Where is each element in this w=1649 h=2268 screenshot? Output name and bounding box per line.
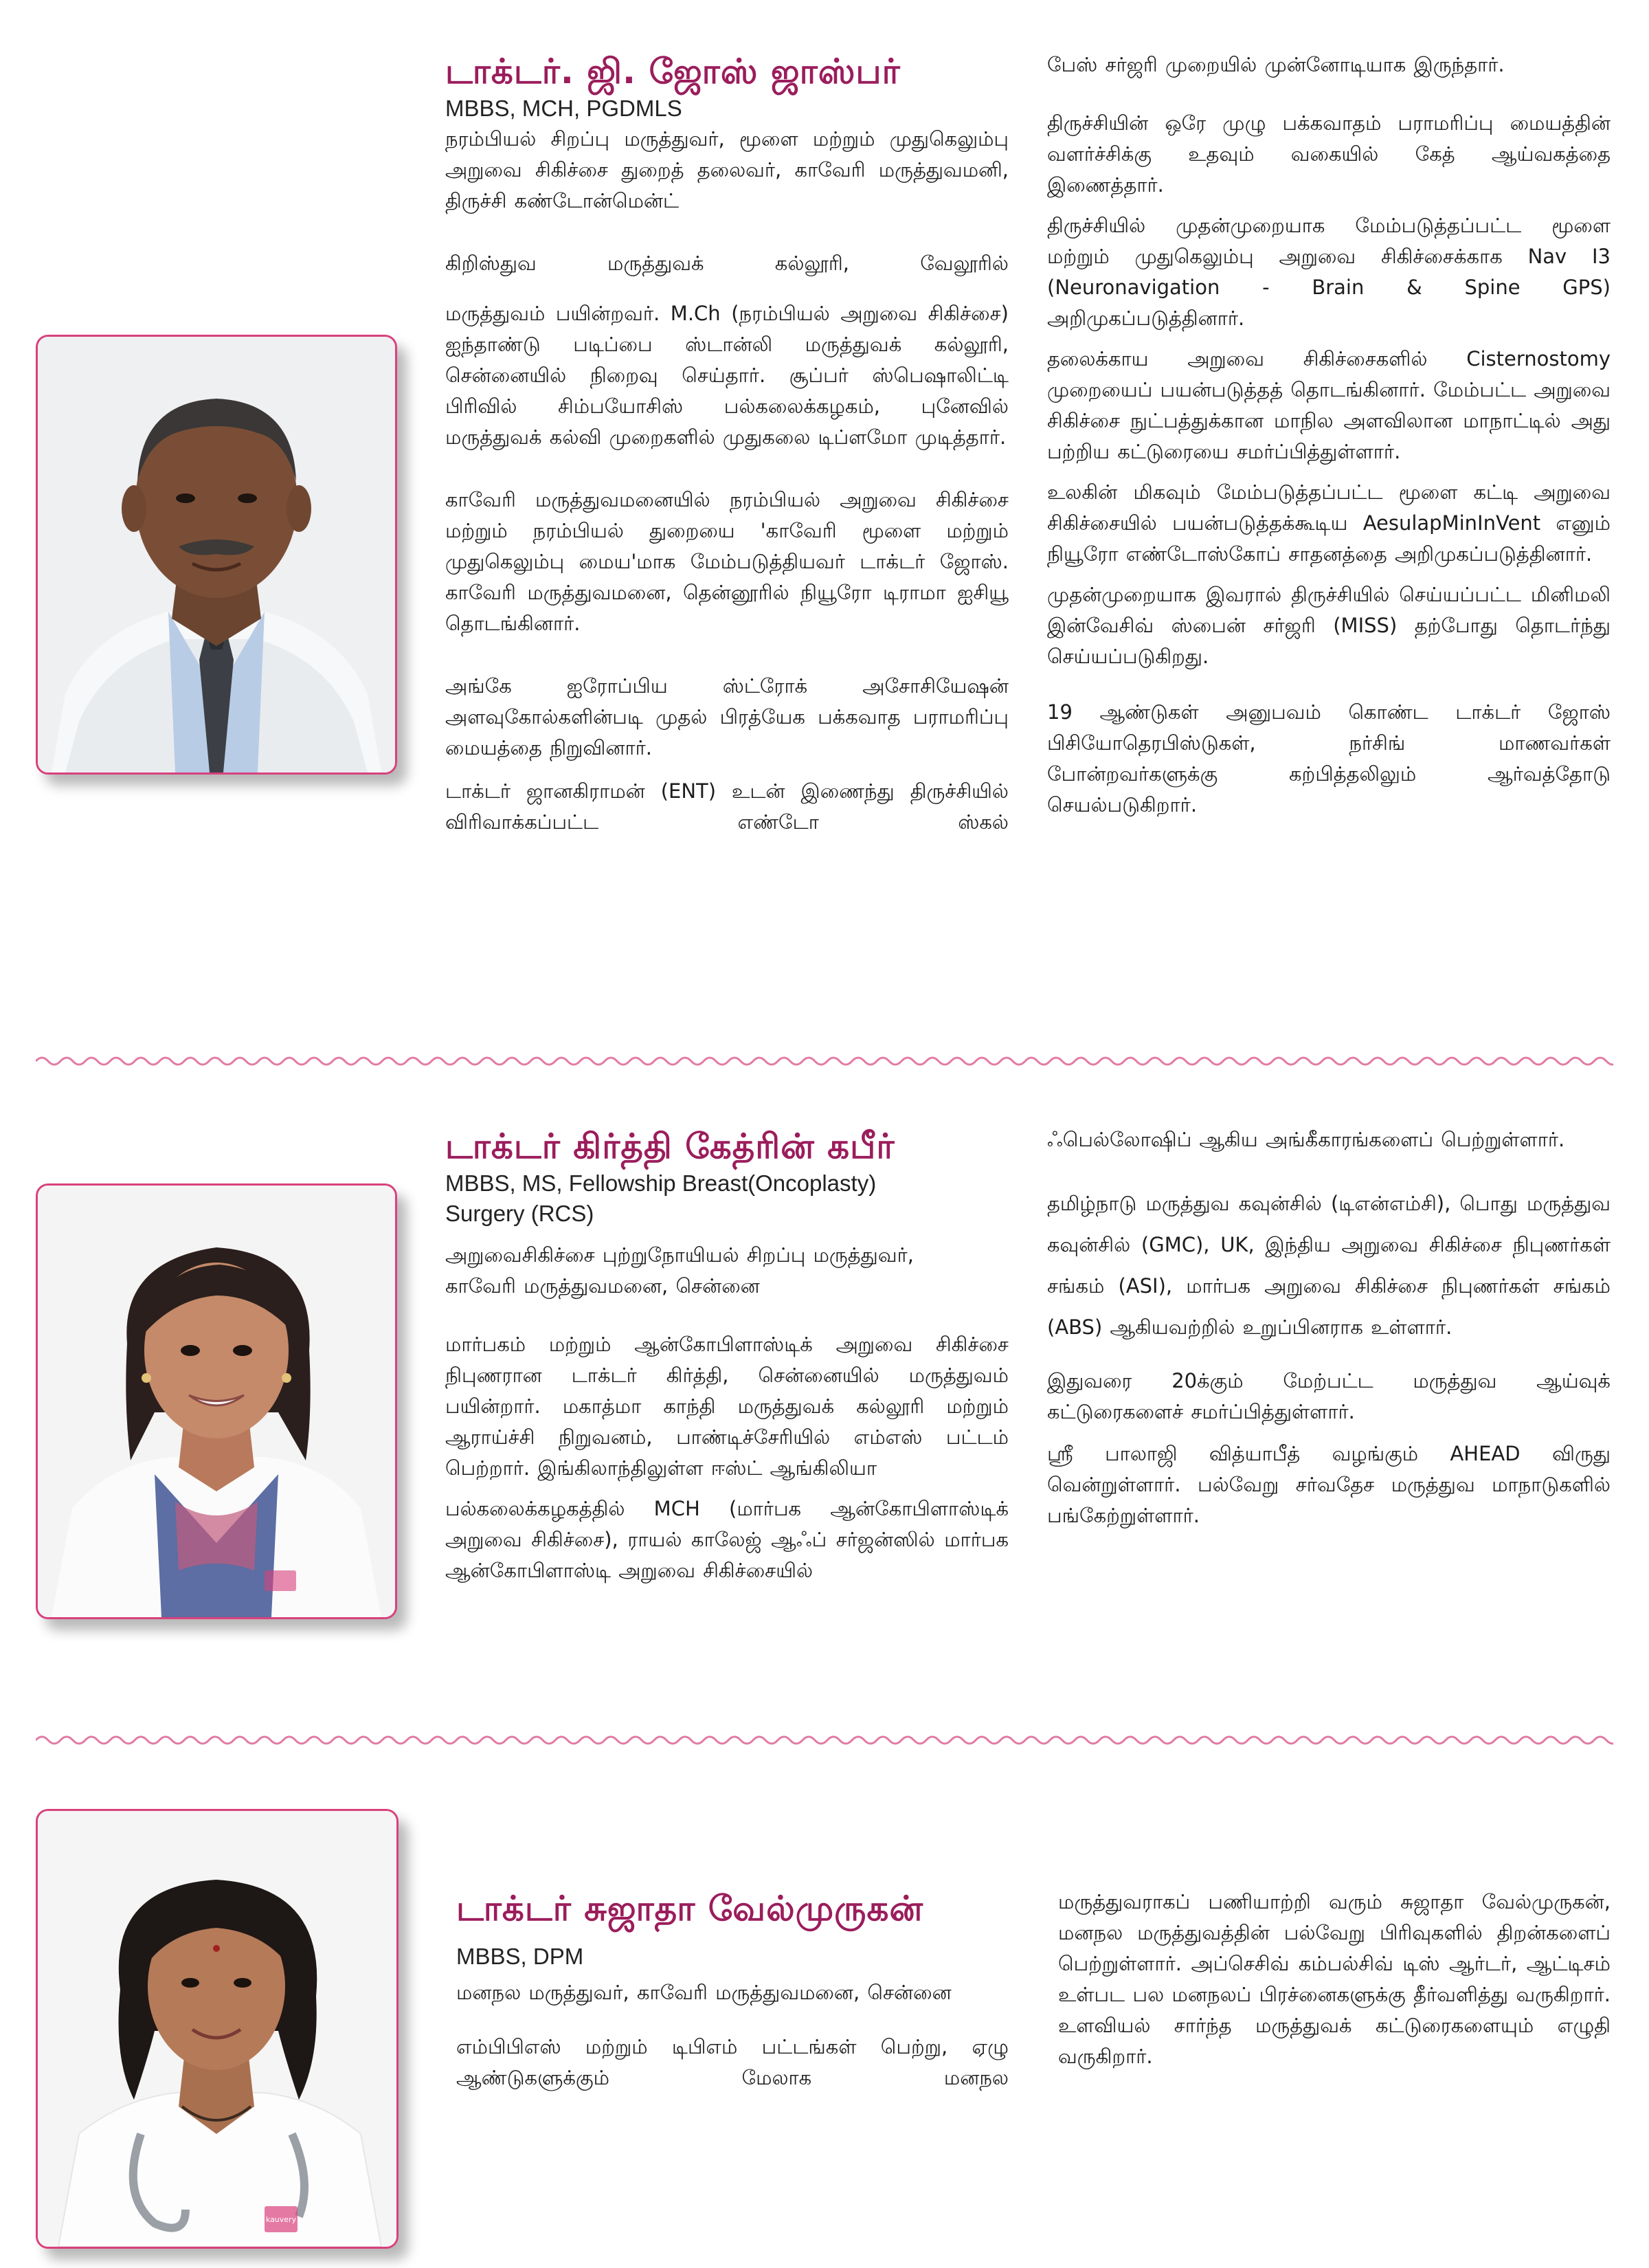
bio-paragraph: எம்பிபிஎஸ் மற்றும் டிபிஎம் பட்டங்கள் பெற்று, ஏழு ஆண்டுகளுக்கும் மேலாக மனநல (456, 2035, 1009, 2089)
bio-paragraph: தமிழ்நாடு மருத்துவ கவுன்சில் (டிஎன்எம்சி), பொது மருத்துவ கவுன்சில் (GMC), UK, இந்திய அறுவை சிகிச்சை நிபுணர்கள் சங்கம் (ASI), மார்பக அறுவை சிகிச்சை நிபுணர்கள் சங்கம் (ABS) ஆகியவற்றில் உறுப்பினராக உள்ளார். (1047, 1192, 1611, 1339)
doctor-photo-sujatha-velmurugan (36, 1809, 399, 2249)
bio-paragraph: காவேரி மருத்துவமனையில் நரம்பியல் அறுவை சிகிச்சை மற்றும் நரம்பியல் துறையை 'காவேரி மூளை மற்றும் முதுகெலும்பு மைய'மாக மேம்படுத்தியவர் டாக்டர் ஜோஸ். காவேரி மருத்துவமனை, தென்னூரில் நியூரோ டிராமா ஐசியூ தொடங்கினார். (445, 488, 1009, 635)
bio-paragraph: பேஸ் சர்ஜரி முறையில் முன்னோடியாக இருந்தார். (1047, 53, 1505, 76)
doctor-qualifications: MBBS, DPM (456, 1944, 584, 1969)
bio-paragraph: மார்பகம் மற்றும் ஆன்கோபிளாஸ்டிக் அறுவை சிகிச்சை நிபுணரான டாக்டர் கிர்த்தி, சென்னையில் மருத்துவம் பயின்றார். மகாத்மா காந்தி மருத்துவக் கல்லூரி மற்றும் ஆராய்ச்சி நிறுவனம், பாண்டிச்சேரியில் எம்எஸ் பட்டம் பெற்றார். இங்கிலாந்திலுள்ள ஈஸ்ட் ஆங்கிலியா (445, 1333, 1009, 1480)
badge-text: kauvery (265, 2215, 297, 2224)
doctor-name: டாக்டர் கிர்த்தி கேத்ரின் கபீர் (445, 1126, 895, 1166)
bio-paragraph: பல்கலைக்கழகத்தில் MCH (மார்பக ஆன்கோபிளாஸ்டிக் அறுவை சிகிச்சை), ராயல் காலேஜ் ஆஃப் சர்ஜன்ஸில் மார்பக ஆன்கோபிளாஸ்டி அறுவை சிகிச்சையில் (445, 1497, 1009, 1582)
doctor-3-left-column (456, 1887, 1009, 2113)
bio-paragraph: 19 ஆண்டுகள் அனுபவம் கொண்ட டாக்டர் ஜோஸ் பிசியோதெரபிஸ்டுகள், நர்சிங் மாணவர்கள் போன்றவர்களுக்கு கற்பித்தலிலும் ஆர்வத்தோடு செயல்படுகிறார். (1047, 700, 1611, 816)
bio-paragraph: உலகின் மிகவும் மேம்படுத்தப்பட்ட மூளை கட்டி அறுவை சிகிச்சையில் பயன்படுத்தக்கூடிய AesulapMinInVent எனும் நியூரோ எண்டோஸ்கோப் சாதனத்தை அறிமுகப்படுத்தினார். (1047, 480, 1611, 566)
doctor-3-right-column (1058, 1887, 1611, 2091)
portrait-woman-icon (38, 1186, 395, 1617)
doctor-designation: நரம்பியல் சிறப்பு மருத்துவர், மூளை மற்றும் முதுகெலும்பு அறுவை சிகிச்சை துறைத் தலைவர், காவேரி மருத்துவமனி, திருச்சி கண்டோன்மென்ட் (445, 127, 1009, 212)
bio-paragraph: டாக்டர் ஜானகிராமன் (ENT) உடன் இணைந்து திருச்சியில் விரிவாக்கப்பட்ட எண்டோ ஸ்கல் (445, 779, 1009, 834)
doctor-designation: மனநல மருத்துவர், காவேரி மருத்துவமனை, சென்னை (456, 1981, 952, 2004)
doctor-2-right-column (1047, 1124, 1611, 1550)
doctor-2-left-column (445, 1124, 1009, 1605)
doctor-photo-kirthi-kabeer (36, 1183, 397, 1619)
portrait-woman-icon (38, 1811, 396, 2247)
bio-paragraph: ஃபெல்லோஷிப் ஆகிய அங்கீகாரங்களைப் பெற்றுள்ளார். (1047, 1128, 1565, 1151)
bio-paragraph: தலைக்காய அறுவை சிகிச்சைகளில் Cisternostomy முறையைப் பயன்படுத்தத் தொடங்கினார். மேம்பட்ட அறுவை சிகிச்சை நுட்பத்துக்கான மாநில அளவிலான மாநாட்டில் அது பற்றிய கட்டுரையை சமர்ப்பித்துள்ளார். (1047, 347, 1611, 463)
doctor-qualifications: MBBS, MS, Fellowship Breast(Oncoplasty) Surgery (RCS) (445, 1170, 877, 1226)
section-divider (36, 1732, 1613, 1748)
doctor-1-right-column (1047, 49, 1611, 840)
bio-paragraph: மருத்துவம் பயின்றவர். M.Ch (நரம்பியல் அறுவை சிகிச்சை) ஐந்தாண்டு படிப்பை ஸ்டான்லி மருத்துவக் கல்லூரி, சென்னையில் நிறைவு செய்தார். சூப்பர் ஸ்பெஷாலிட்டி பிரிவில் சிம்பயோசிஸ் பல்கலைக்கழகம், புனேவில் மருத்துவக் கல்வி முறைகளில் முதுகலை டிப்ளமோ முடித்தார். (445, 302, 1009, 449)
bio-paragraph: இதுவரை 20க்கும் மேற்பட்ட மருத்துவ ஆய்வுக் கட்டுரைகளைச் சமர்ப்பித்துள்ளார். (1047, 1369, 1611, 1423)
doctor-qualifications: MBBS, MCH, PGDMLS (445, 96, 682, 121)
doctor-1-left-column (445, 49, 1009, 857)
bio-paragraph: திருச்சியில் முதன்முறையாக மேம்படுத்தப்பட்ட மூளை மற்றும் முதுகெலும்பு அறுவை சிகிச்சைக்காக Nav I3 (Neuronavigation - Brain & Spine GPS) அறிமுகப்படுத்தினார். (1047, 214, 1611, 330)
bio-paragraph: அங்கே ஐரோப்பிய ஸ்ட்ரோக் அசோசியேஷன் அளவுகோல்களின்படி முதல் பிரத்யேக பக்கவாத பராமரிப்பு மையத்தை நிறுவினார். (445, 674, 1009, 759)
bio-paragraph: முதன்முறையாக இவரால் திருச்சியில் செய்யப்பட்ட மினிமலி இன்வேசிவ் ஸ்பைன் சர்ஜரி (MISS) தற்போது தொடர்ந்து செய்யப்படுகிறது. (1047, 583, 1611, 668)
doctor-designation: அறுவைசிகிச்சை புற்றுநோயியல் சிறப்பு மருத்துவர், காவேரி மருத்துவமனை, சென்னை (445, 1243, 914, 1298)
section-divider (36, 1053, 1613, 1069)
bio-paragraph: திருச்சியின் ஒரே முழு பக்கவாதம் பராமரிப்பு மையத்தின் வளர்ச்சிக்கு உதவும் வகையில் கேத் ஆய்வகத்தை இணைத்தார். (1047, 111, 1611, 197)
doctor-name: டாக்டர். ஜி. ஜோஸ் ஜாஸ்பர் (445, 52, 901, 91)
doctor-photo-jose-jasper (36, 335, 397, 775)
doctor-name: டாக்டர் சுஜாதா வேல்முருகன் (456, 1889, 923, 1928)
bio-paragraph: மருத்துவராகப் பணியாற்றி வரும் சுஜாதா வேல்முருகன், மனநல மருத்துவத்தின் பல்வேறு பிரிவுகளில் திறன்களைப் பெற்றுள்ளார். அப்செசிவ் கம்பல்சிவ் டிஸ் ஆர்டர், ஆட்டிசம் உள்பட பல மனநலப் பிரச்னைகளுக்கு தீர்வளித்து வருகிறார். உளவியல் சார்ந்த மருத்துவக் கட்டுரைகளையும் எழுதி வருகிறார். (1058, 1890, 1611, 2068)
portrait-man-icon (38, 337, 395, 772)
bio-paragraph: ஸ்ரீ பாலாஜி வித்யாபீத் வழங்கும் AHEAD விருது வென்றுள்ளார். பல்வேறு சர்வதேச மருத்துவ மாநாடுகளில் பங்கேற்றுள்ளார். (1047, 1442, 1611, 1527)
bio-paragraph: கிறிஸ்துவ மருத்துவக் கல்லூரி, வேலூரில் (445, 252, 1009, 275)
